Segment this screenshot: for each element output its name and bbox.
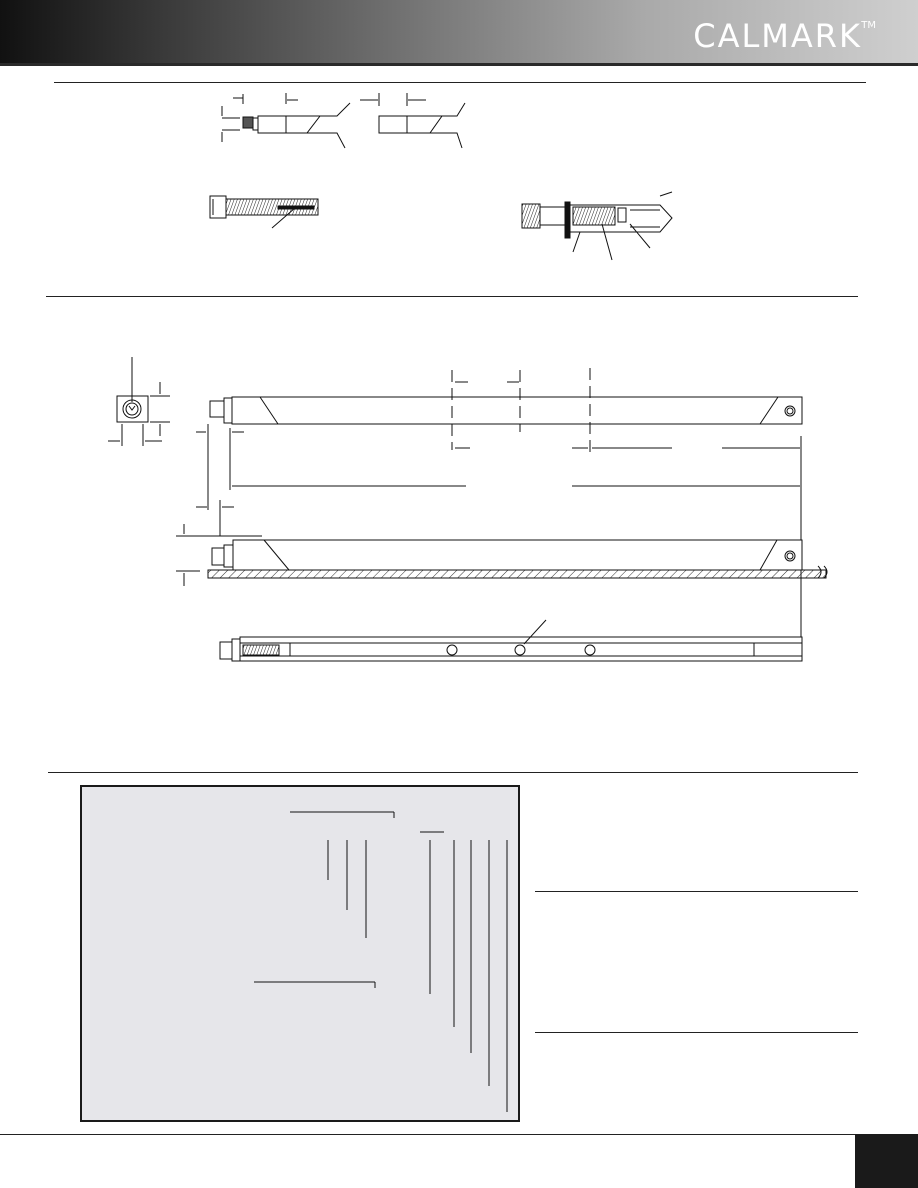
part-number-callouts [254, 812, 507, 1112]
bar-end-detail-right [360, 93, 465, 148]
end-view [108, 357, 170, 446]
assembled-bar-end [522, 192, 672, 260]
floor-hatch [208, 570, 826, 578]
bar-end-detail-left [222, 93, 350, 148]
brand-logo: CALMARK [693, 17, 862, 55]
bar-section-view [220, 620, 802, 661]
bar-top-view [210, 397, 802, 424]
socket-head-screw [210, 196, 318, 228]
trademark-mark: TM [861, 20, 876, 31]
